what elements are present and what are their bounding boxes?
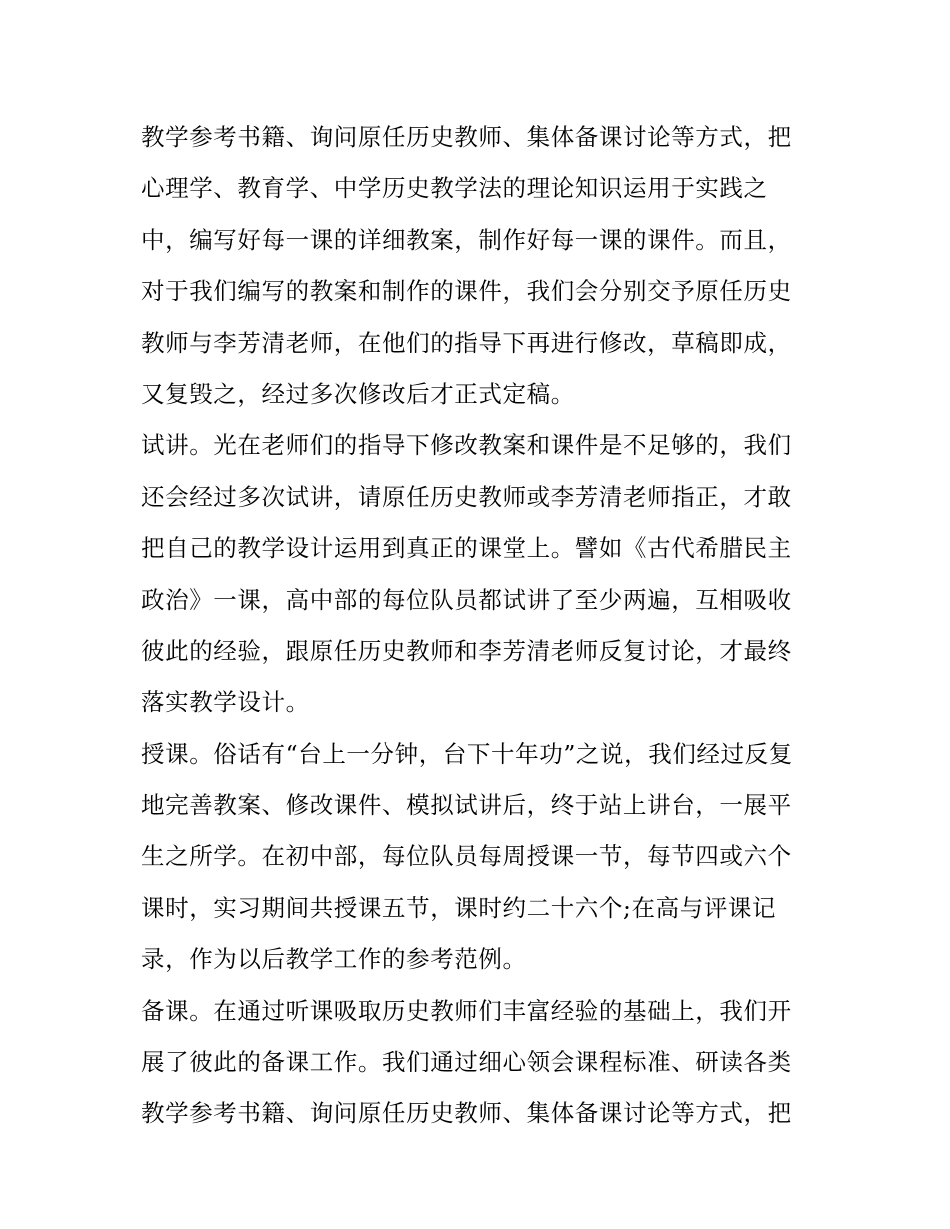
text-line: 落实教学设计。 [141,688,310,717]
text-line: 展了彼此的备课工作。我们通过细心领会课程标准、研读各类 [141,1048,792,1077]
text-line: 对于我们编写的教案和制作的课件，我们会分别交予原任历史 [141,277,792,306]
text-line: 生之所学。在初中部，每位队员每周授课一节，每节四或六个 [141,842,792,871]
text-line: 试讲。光在老师们的指导下修改教案和课件是不足够的，我们 [141,431,792,460]
body-text [141,112,821,1140]
text-line: 心理学、教育学、中学历史教学法的理论知识运用于实践之 [141,174,768,203]
text-line: 彼此的经验，跟原任历史教师和李芳清老师反复讨论，才最终 [141,636,792,665]
text-line: 教学参考书籍、询问原任历史教师、集体备课讨论等方式，把 [141,123,792,151]
text-line: 地完善教案、修改课件、模拟试讲后，终于站上讲台，一展平 [141,791,792,820]
text-line: 又复毁之，经过多次修改后才正式定稿。 [141,379,575,408]
text-line: 教学参考书籍、询问原任历史教师、集体备课讨论等方式，把 [141,1099,792,1128]
text-line: 教师与李芳清老师，在他们的指导下再进行修改，草稿即成， [141,328,792,357]
text-line: 中，编写好每一课的详细教案，制作好每一课的课件。而且， [141,225,792,254]
text-line: 政治》一课，高中部的每位队员都试讲了至少两遍，互相吸收 [141,585,792,614]
text-line: 授课。俗话有“台上一分钟，台下十年功”之说，我们经过反复 [141,739,793,768]
text-line: 课时，实习期间共授课五节，课时约二十六个;在高与评课记 [141,893,777,922]
text-line: 把自己的教学设计运用到真正的课堂上。譬如《古代希腊民主 [141,534,792,563]
text-line: 备课。在通过听课吸取历史教师们丰富经验的基础上，我们开 [141,996,792,1025]
text-line: 还会经过多次试讲，请原任历史教师或李芳清老师指正，才敢 [141,482,792,511]
text-line: 录，作为以后教学工作的参考范例。 [141,945,527,974]
